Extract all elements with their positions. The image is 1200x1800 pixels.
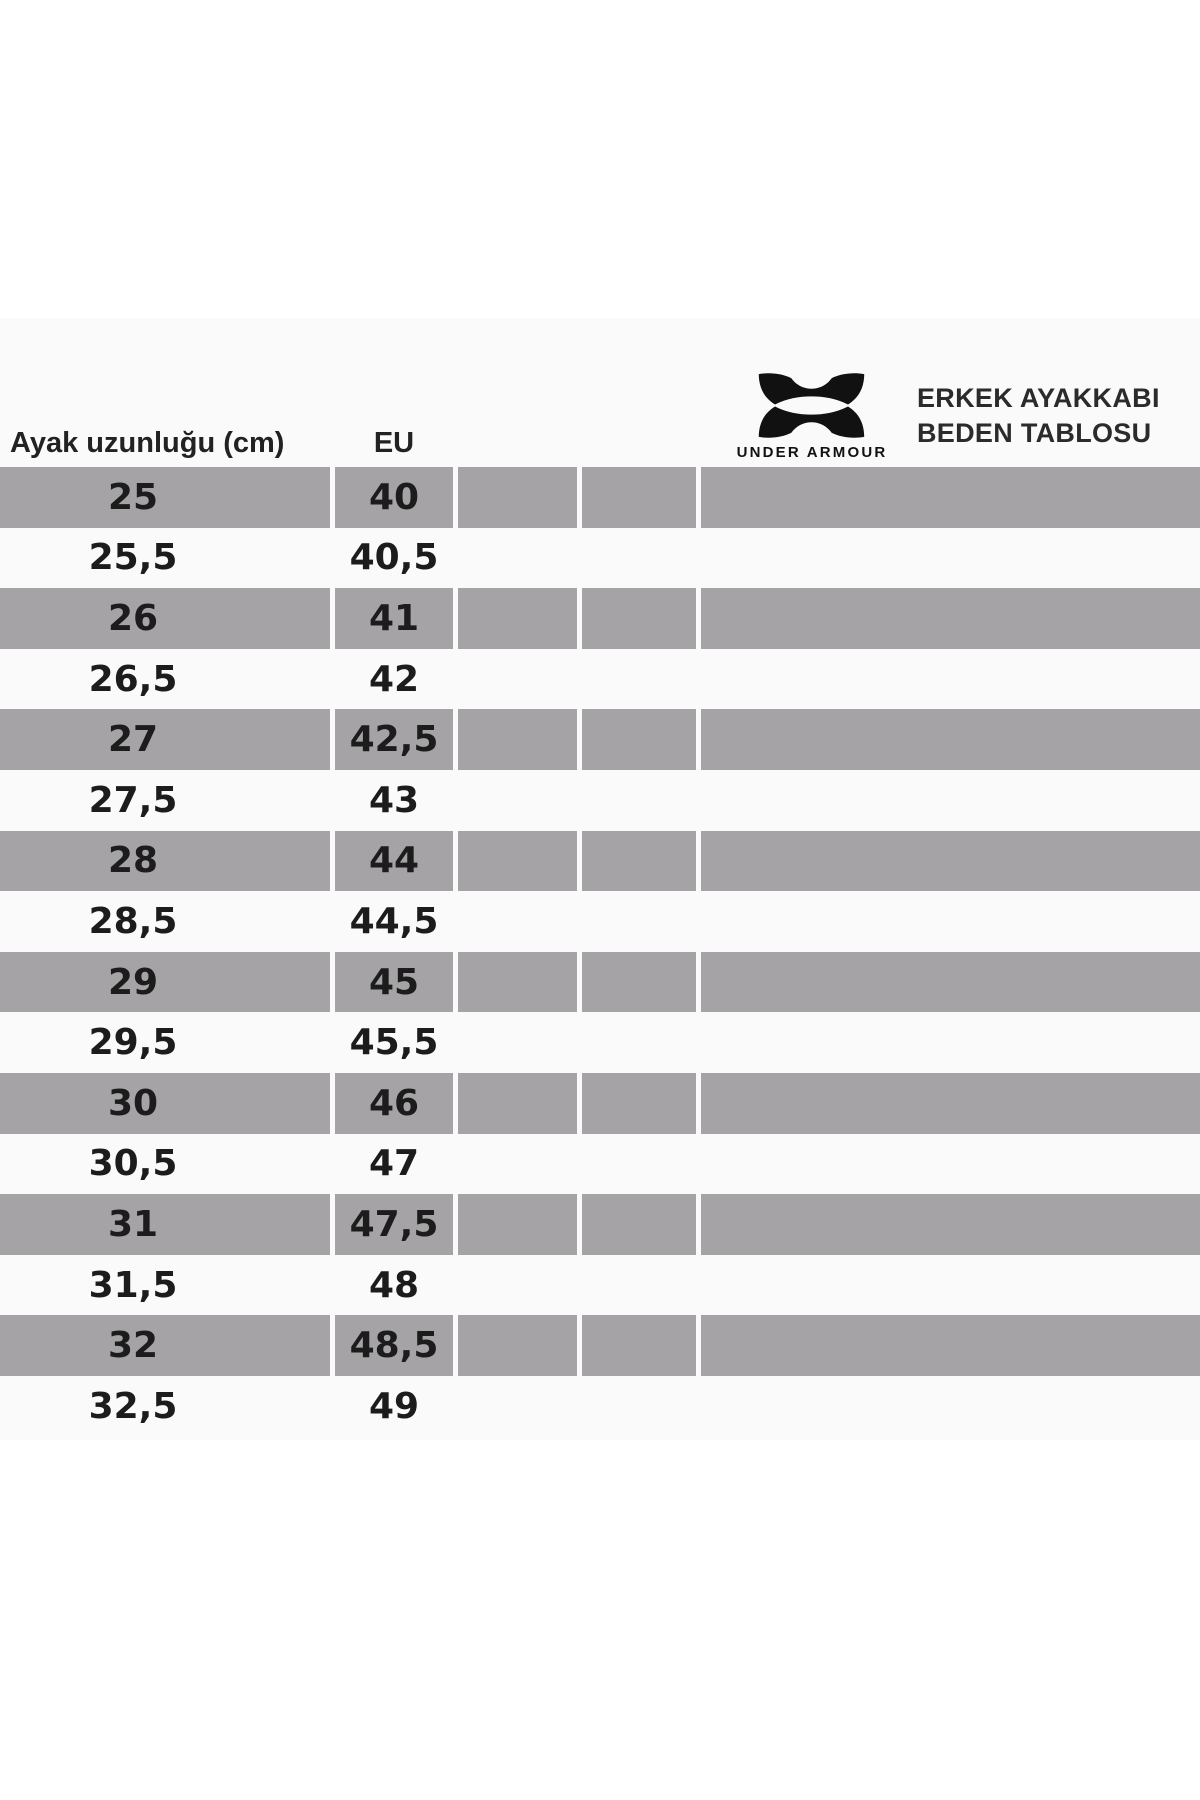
cell-empty	[701, 1255, 1200, 1316]
cell-empty	[701, 528, 1200, 589]
cell-eu: 40	[335, 467, 453, 528]
cell-eu: 46	[335, 1073, 453, 1134]
cell-foot-length: 28,5	[88, 900, 178, 942]
cell-empty	[701, 891, 1200, 952]
cell-eu: 44,5	[349, 900, 439, 942]
cell-foot-length: 26,5	[88, 658, 178, 700]
cell-empty	[458, 588, 577, 649]
cell-foot-length: 30,5	[88, 1143, 178, 1185]
cell-eu: 47,5	[335, 1194, 453, 1255]
cell-empty	[582, 1194, 696, 1255]
cell-empty	[582, 1134, 696, 1195]
cell-eu: 42	[368, 658, 420, 700]
cell-empty	[458, 709, 577, 770]
cell-empty	[458, 952, 577, 1013]
cell-empty	[458, 1012, 577, 1073]
cell-foot-length: 30	[0, 1073, 330, 1134]
cell-eu: 42,5	[335, 709, 453, 770]
cell-empty	[582, 1376, 696, 1437]
cell-eu: 48,5	[335, 1315, 453, 1376]
cell-eu: 45,5	[349, 1022, 439, 1064]
cell-empty	[582, 1012, 696, 1073]
cell-foot-length: 32	[0, 1315, 330, 1376]
cell-foot-length: 29,5	[88, 1022, 178, 1064]
cell-empty	[701, 1194, 1200, 1255]
table-row	[0, 831, 1200, 892]
cell-empty	[458, 1376, 577, 1437]
cell-foot-length: 26	[0, 588, 330, 649]
table-row	[0, 467, 1200, 528]
under-armour-wordmark: UNDER ARMOUR	[736, 444, 888, 461]
table-row	[0, 1315, 1200, 1376]
cell-empty	[582, 1315, 696, 1376]
cell-empty	[582, 467, 696, 528]
cell-empty	[582, 952, 696, 1013]
col-header-eu: EU	[373, 427, 415, 459]
table-row	[0, 649, 1200, 710]
cell-empty	[701, 1073, 1200, 1134]
cell-empty	[458, 770, 577, 831]
cell-empty	[701, 770, 1200, 831]
cell-empty	[458, 467, 577, 528]
cell-empty	[582, 649, 696, 710]
cell-empty	[582, 1073, 696, 1134]
cell-empty	[582, 528, 696, 589]
cell-empty	[701, 1134, 1200, 1195]
cell-empty	[582, 588, 696, 649]
cell-empty	[582, 831, 696, 892]
chart-title-line2: BEDEN TABLOSU	[917, 418, 1152, 448]
cell-foot-length: 27,5	[88, 779, 178, 821]
cell-empty	[701, 588, 1200, 649]
cell-empty	[582, 709, 696, 770]
cell-empty	[582, 770, 696, 831]
cell-empty	[458, 831, 577, 892]
cell-empty	[701, 467, 1200, 528]
cell-empty	[458, 649, 577, 710]
chart-title	[917, 381, 1160, 451]
cell-empty	[701, 709, 1200, 770]
chart-title-line1: ERKEK AYAKKABI	[917, 383, 1160, 413]
size-table	[0, 467, 1200, 1437]
cell-empty	[701, 1315, 1200, 1376]
cell-empty	[701, 952, 1200, 1013]
cell-foot-length: 31	[0, 1194, 330, 1255]
table-row	[0, 588, 1200, 649]
table-row	[0, 709, 1200, 770]
cell-foot-length: 32,5	[88, 1385, 178, 1427]
cell-empty	[582, 891, 696, 952]
cell-eu: 48	[368, 1264, 420, 1306]
under-armour-logo-icon	[750, 368, 873, 443]
cell-eu: 45	[335, 952, 453, 1013]
table-row	[0, 1255, 1200, 1316]
table-row	[0, 1376, 1200, 1437]
table-row	[0, 1194, 1200, 1255]
cell-empty	[458, 528, 577, 589]
table-row	[0, 528, 1200, 589]
cell-empty	[458, 891, 577, 952]
table-row	[0, 770, 1200, 831]
cell-empty	[582, 1255, 696, 1316]
cell-empty	[458, 1073, 577, 1134]
cell-foot-length: 29	[0, 952, 330, 1013]
cell-empty	[458, 1315, 577, 1376]
cell-eu: 43	[368, 779, 420, 821]
cell-foot-length: 25,5	[88, 537, 178, 579]
cell-empty	[458, 1134, 577, 1195]
table-row	[0, 952, 1200, 1013]
cell-eu: 41	[335, 588, 453, 649]
cell-empty	[458, 1194, 577, 1255]
cell-eu: 40,5	[349, 537, 439, 579]
cell-foot-length: 31,5	[88, 1264, 178, 1306]
table-row	[0, 1073, 1200, 1134]
cell-eu: 47	[368, 1143, 420, 1185]
table-row	[0, 1012, 1200, 1073]
cell-eu: 49	[368, 1385, 420, 1427]
col-header-foot-length: Ayak uzunluğu (cm)	[10, 427, 285, 459]
cell-foot-length: 27	[0, 709, 330, 770]
cell-empty	[458, 1255, 577, 1316]
cell-empty	[701, 1376, 1200, 1437]
table-row	[0, 891, 1200, 952]
cell-eu: 44	[335, 831, 453, 892]
table-row	[0, 1134, 1200, 1195]
cell-empty	[701, 649, 1200, 710]
cell-empty	[701, 1012, 1200, 1073]
cell-foot-length: 25	[0, 467, 330, 528]
cell-empty	[701, 831, 1200, 892]
cell-foot-length: 28	[0, 831, 330, 892]
